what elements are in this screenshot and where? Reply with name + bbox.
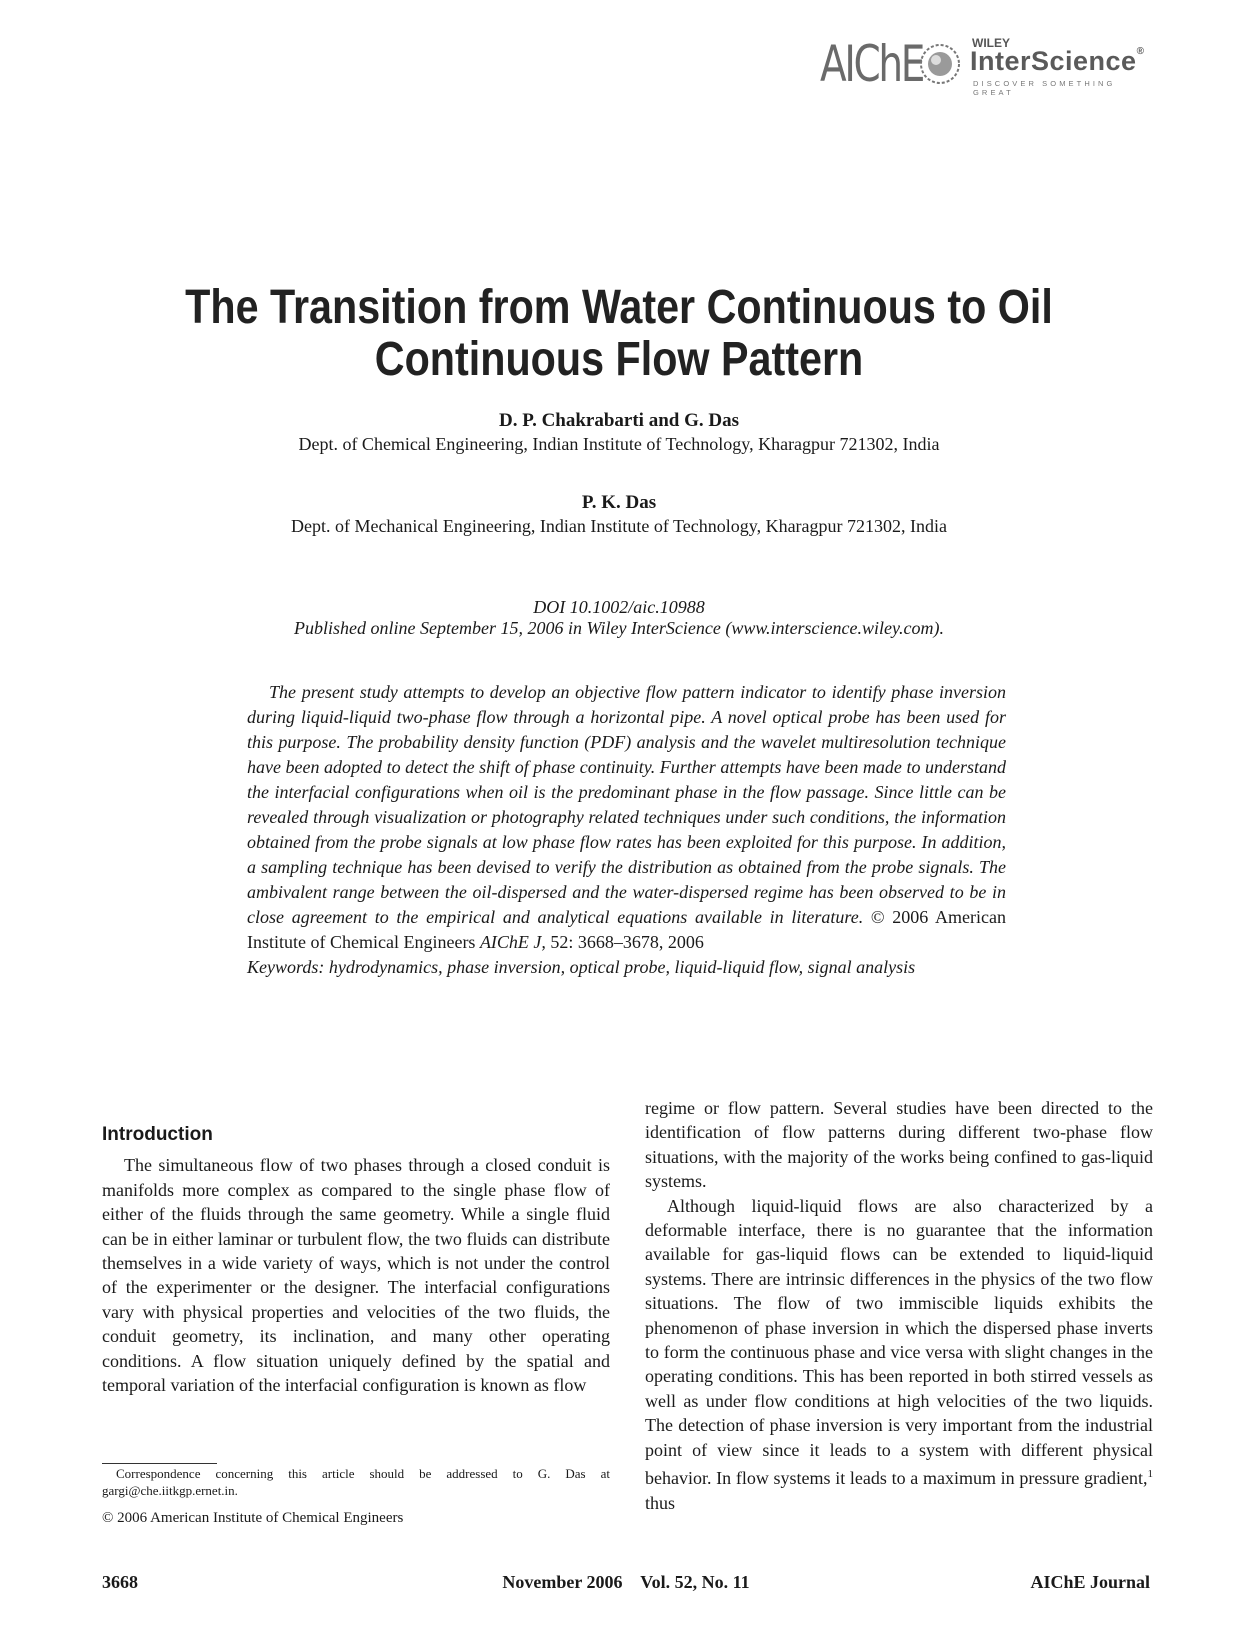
title-line-2: Continuous Flow Pattern [374,333,864,386]
copyright-line: © 2006 American Institute of Chemical Engineers [102,1510,404,1526]
author-block-1 [100,410,1138,455]
doi-block [100,597,1138,639]
correspondence-footnote: Correspondence concerning this article should be addressed to G. Das at gargi@che.iitkgp.ernet.in. [102,1466,610,1498]
globe-icon [918,42,962,86]
left-column [102,1123,610,1397]
logo-tagline: DISCOVER SOMETHING GREAT [973,79,1116,97]
keywords: Keywords: hydrodynamics, phase inversion, optical probe, liquid-liquid flow, signal analysis [247,957,916,977]
abstract-journal: AIChE J, [479,932,546,952]
interscience-label: InterScience® [970,46,1145,76]
affiliation-1: Dept. of Chemical Engineering, Indian Institute of Technology, Kharagpur 721302, India [298,434,940,454]
wiley-label: WILEY [972,36,1010,50]
title-line-1: The Transition from Water Continuous to Oil [185,281,1053,334]
published-online: Published online September 15, 2006 in Wiley InterScience (www.interscience.wiley.com). [294,618,944,638]
page-number: 3668 [102,1572,138,1592]
abstract [247,680,1006,980]
abstract-body: The present study attempts to develop an objective flow pattern indicator to identify phase inversion during liquid-liquid two-phase flow through a horizontal pipe. A novel optical probe has been used for this purpose. The probability density function (PDF) analysis and the wavelet multiresolution technique have been adopted to detect the shift of phase continuity. Further attempts have been made to understand the interfacial configurations when oil is the predominant phase in the flow passage. Since little can be revealed through visualization or photography related techniques under such conditions, the information obtained from the probe signals at low phase flow rates has been exploited for this purpose. In addition, a sampling technique has been devised to verify the distribution as obtained from the probe signals. The ambivalent range between the oil-dispersed and the water-dispersed regime has been observed to be in close agreement to the empirical and analytical equations available in literature. [247,682,1006,927]
abstract-citation: 52: 3668–3678, 2006 [545,932,704,952]
authors-2: P. K. Das [581,492,657,513]
affiliation-2: Dept. of Mechanical Engineering, Indian Institute of Technology, Kharagpur 721302, India [290,516,948,536]
paper-title [173,282,1066,386]
abstract-paragraph [247,680,1006,955]
journal-name: AIChE Journal [1030,1572,1150,1592]
footnote-rule [102,1463,217,1464]
publisher-logo [820,35,1150,97]
abstract-copyright: © 2006 American Institute of Chemical Engineers [247,907,1006,952]
section-heading-introduction: Introduction [102,1124,213,1145]
reference-superscript[interactable]: 1 [1147,1468,1153,1481]
intro-paragraph-1: The simultaneous flow of two phases through a closed conduit is manifolds more complex as compared to the single phase flow of either of the fluids through the same geometry. While a single fluid can be in either laminar or turbulent flow, the two fluids can distribute themselves in a wide variety of ways, which is not under the control of the experimenter or the designer. The interfacial configurations vary with physical properties and velocities of the two fluids, the conduit geometry, its inclination, and many other operating conditions. A flow situation uniquely defined by the spatial and temporal variation of the interfacial configuration is known as flow [102,1155,610,1396]
right-column [645,1096,1153,1515]
right-paragraph-2: Although liquid-liquid flows are also characterized by a deformable interface, there is no guarantee that the information available for gas-liquid flows can be extended to liquid-liquid systems. There are intrinsic differences in the physics of the two flow situations. The flow of two immiscible liquids exhibits the phenomenon of phase inversion in which the dispersed phase inverts to form the continuous phase and vice versa with slight changes in the operating conditions. This has been reported in both stirred vessels as well as under flow conditions at high velocities of the two liquids. The detection of phase inversion is very important from the industrial point of view since it leads to a system with different physical behavior. In flow systems it leads to a maximum in pressure gradient,$^1$ thus [645,1195,1153,1513]
author-block-2 [100,492,1138,537]
aiche-logo-text: AIChE [820,35,924,93]
authors-1: D. P. Chakrabarti and G. Das [498,410,739,431]
doi: DOI 10.1002/aic.10988 [533,597,705,617]
issue-info: November 2006 Vol. 52, No. 11 [502,1572,750,1592]
right-paragraph-1: regime or flow pattern. Several studies have been directed to the identification of flow patterns during different two-phase flow situations, with the majority of the works being confined to gas-liquid systems. [645,1098,1153,1192]
